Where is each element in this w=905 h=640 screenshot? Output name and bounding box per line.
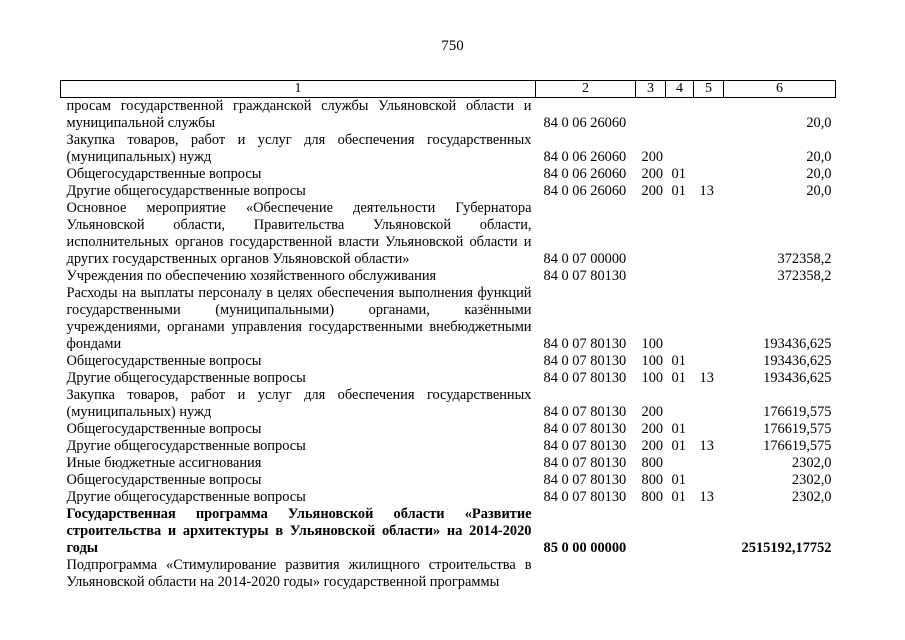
cell-expense-type: 200 bbox=[641, 421, 664, 437]
cell-name: Основное мероприятие «Обеспечение деятельности Губернатора Ульяновской области, Правительства Ульяновской области, исполнительных органов государственной власти Ульяновской области и других государственных органов Ульяновской области» bbox=[66, 200, 532, 267]
table-row bbox=[61, 183, 836, 200]
cell-expense-type bbox=[636, 268, 666, 285]
cell-section bbox=[666, 200, 694, 268]
table-row bbox=[61, 506, 836, 557]
cell-subsection: 13 bbox=[699, 183, 714, 199]
cell-amount: 372358,2 bbox=[777, 251, 832, 267]
cell-name: Другие общегосударственные вопросы bbox=[66, 370, 306, 386]
cell-expense-type bbox=[636, 506, 666, 557]
cell-target-code: 84 0 06 26060 bbox=[543, 166, 627, 182]
header-row bbox=[61, 81, 836, 98]
table-row bbox=[61, 370, 836, 387]
cell-name: Расходы на выплаты персоналу в целях обеспечения выполнения функций государственными (муниципальными) органами, казёнными учреждениями, органами управления государственными внебюджетными фондами bbox=[66, 285, 532, 352]
cell-expense-type bbox=[636, 98, 666, 133]
cell-target-code: 84 0 07 80130 bbox=[543, 489, 627, 505]
cell-section bbox=[666, 506, 694, 557]
cell-subsection bbox=[694, 200, 724, 268]
cell-subsection: 13 bbox=[699, 370, 714, 386]
cell-subsection bbox=[694, 506, 724, 557]
table-body bbox=[61, 98, 836, 592]
cell-subsection bbox=[694, 387, 724, 421]
cell-subsection: 13 bbox=[699, 489, 714, 505]
cell-name: Общегосударственные вопросы bbox=[66, 353, 262, 369]
cell-subsection bbox=[694, 166, 724, 183]
cell-target-code: 84 0 07 80130 bbox=[543, 404, 627, 420]
table-row bbox=[61, 132, 836, 166]
header-col-3: 3 bbox=[636, 81, 666, 98]
cell-section bbox=[666, 98, 694, 133]
cell-amount bbox=[724, 557, 836, 591]
cell-amount: 176619,575 bbox=[763, 421, 832, 437]
cell-amount: 20,0 bbox=[806, 166, 832, 182]
cell-amount: 2302,0 bbox=[791, 455, 832, 471]
cell-name: Другие общегосударственные вопросы bbox=[66, 489, 306, 505]
cell-amount: 193436,625 bbox=[763, 353, 832, 369]
cell-section: 01 bbox=[671, 472, 686, 488]
cell-target-code: 85 0 00 00000 bbox=[543, 540, 627, 556]
table-row bbox=[61, 472, 836, 489]
cell-subsection bbox=[694, 557, 724, 591]
cell-subsection: 13 bbox=[699, 438, 714, 454]
cell-section bbox=[666, 285, 694, 353]
cell-target-code bbox=[536, 557, 636, 591]
header-col-5: 5 bbox=[694, 81, 724, 98]
cell-target-code: 84 0 06 26060 bbox=[543, 149, 627, 165]
cell-target-code: 84 0 07 00000 bbox=[543, 251, 627, 267]
cell-expense-type: 200 bbox=[641, 404, 664, 420]
cell-section: 01 bbox=[671, 489, 686, 505]
cell-amount: 2302,0 bbox=[791, 489, 832, 505]
table-header bbox=[61, 81, 836, 98]
cell-name: просам государственной гражданской службы Ульяновской области и муниципальной службы bbox=[66, 98, 532, 131]
table-row bbox=[61, 438, 836, 455]
cell-section: 01 bbox=[671, 421, 686, 437]
header-col-6: 6 bbox=[724, 81, 836, 98]
cell-target-code: 84 0 07 80130 bbox=[543, 370, 627, 386]
cell-target-code: 84 0 07 80130 bbox=[543, 472, 627, 488]
cell-section: 01 bbox=[671, 353, 686, 369]
table-row bbox=[61, 285, 836, 353]
cell-subsection bbox=[694, 98, 724, 133]
table-row bbox=[61, 421, 836, 438]
cell-name: Общегосударственные вопросы bbox=[66, 166, 262, 182]
cell-subsection bbox=[694, 268, 724, 285]
table-row bbox=[61, 387, 836, 421]
cell-expense-type: 100 bbox=[641, 370, 664, 386]
cell-target-code: 84 0 06 26060 bbox=[543, 115, 627, 131]
cell-target-code: 84 0 07 80130 bbox=[543, 268, 627, 284]
table-row bbox=[61, 455, 836, 472]
page-number: 750 bbox=[441, 38, 464, 54]
cell-section bbox=[666, 557, 694, 591]
cell-expense-type: 100 bbox=[641, 336, 664, 352]
cell-name: Закупка товаров, работ и услуг для обеспечения государственных (муниципальных) нужд bbox=[66, 387, 532, 420]
cell-section: 01 bbox=[671, 166, 686, 182]
cell-amount: 372358,2 bbox=[777, 268, 832, 284]
cell-subsection bbox=[694, 472, 724, 489]
cell-subsection bbox=[694, 132, 724, 166]
cell-target-code: 84 0 07 80130 bbox=[543, 438, 627, 454]
header-col-1: 1 bbox=[61, 81, 536, 98]
cell-amount: 176619,575 bbox=[763, 438, 832, 454]
cell-expense-type bbox=[636, 557, 666, 591]
cell-expense-type: 100 bbox=[641, 353, 664, 369]
cell-section bbox=[666, 268, 694, 285]
cell-amount: 20,0 bbox=[806, 183, 832, 199]
cell-name: Учреждения по обеспечению хозяйственного обслуживания bbox=[66, 268, 437, 284]
cell-expense-type: 200 bbox=[641, 166, 664, 182]
cell-expense-type: 800 bbox=[641, 489, 664, 505]
cell-expense-type: 200 bbox=[641, 149, 664, 165]
cell-name: Другие общегосударственные вопросы bbox=[66, 438, 306, 454]
cell-subsection bbox=[694, 421, 724, 438]
cell-name: Общегосударственные вопросы bbox=[66, 472, 262, 488]
cell-section: 01 bbox=[671, 438, 686, 454]
cell-amount: 193436,625 bbox=[763, 370, 832, 386]
cell-section: 01 bbox=[671, 183, 686, 199]
cell-expense-type: 800 bbox=[641, 455, 664, 471]
cell-target-code: 84 0 07 80130 bbox=[543, 336, 627, 352]
cell-name: Государственная программа Ульяновской области «Развитие строительства и архитектуры в Ульяновской области» на 2014-2020 годы bbox=[66, 506, 532, 556]
table-row bbox=[61, 98, 836, 133]
cell-target-code: 84 0 07 80130 bbox=[543, 455, 627, 471]
cell-subsection bbox=[694, 285, 724, 353]
table-row bbox=[61, 166, 836, 183]
cell-amount: 193436,625 bbox=[763, 336, 832, 352]
cell-amount: 20,0 bbox=[806, 115, 832, 131]
cell-amount: 2515192,17752 bbox=[741, 540, 832, 556]
cell-expense-type: 800 bbox=[641, 472, 664, 488]
cell-section bbox=[666, 132, 694, 166]
cell-expense-type: 200 bbox=[641, 183, 664, 199]
table-row bbox=[61, 557, 836, 591]
cell-section bbox=[666, 455, 694, 472]
cell-subsection bbox=[694, 353, 724, 370]
cell-name: Закупка товаров, работ и услуг для обеспечения государственных (муниципальных) нужд bbox=[66, 132, 532, 165]
cell-expense-type bbox=[636, 200, 666, 268]
cell-name: Общегосударственные вопросы bbox=[66, 421, 262, 437]
cell-target-code: 84 0 07 80130 bbox=[543, 421, 627, 437]
cell-name: Подпрограмма «Стимулирование развития жилищного строительства в Ульяновской области на 2014-2020 годы» государственной программы bbox=[66, 557, 532, 590]
table-row bbox=[61, 353, 836, 370]
table-row bbox=[61, 268, 836, 285]
cell-subsection bbox=[694, 455, 724, 472]
cell-target-code: 84 0 07 80130 bbox=[543, 353, 627, 369]
header-col-4: 4 bbox=[666, 81, 694, 98]
cell-name: Другие общегосударственные вопросы bbox=[66, 183, 306, 199]
cell-section: 01 bbox=[671, 370, 686, 386]
table-row bbox=[61, 489, 836, 506]
budget-table bbox=[60, 80, 836, 591]
cell-expense-type: 200 bbox=[641, 438, 664, 454]
cell-name: Иные бюджетные ассигнования bbox=[66, 455, 262, 471]
header-col-2: 2 bbox=[536, 81, 636, 98]
cell-amount: 20,0 bbox=[806, 149, 832, 165]
cell-amount: 2302,0 bbox=[791, 472, 832, 488]
table-row bbox=[61, 200, 836, 268]
cell-section bbox=[666, 387, 694, 421]
cell-amount: 176619,575 bbox=[763, 404, 832, 420]
cell-target-code: 84 0 06 26060 bbox=[543, 183, 627, 199]
